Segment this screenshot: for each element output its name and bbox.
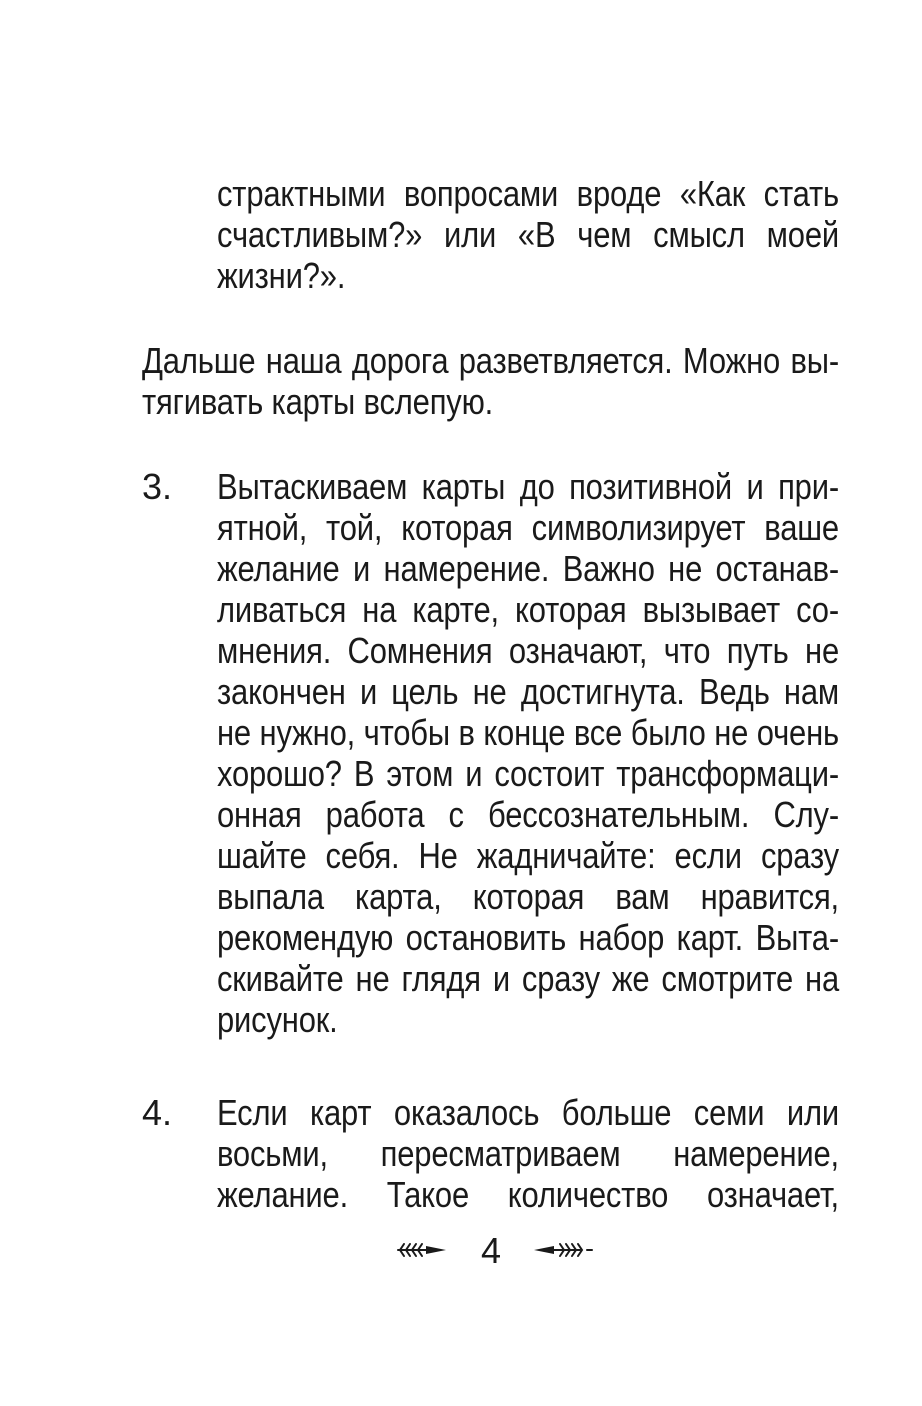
text-line: страктными вопросами вроде «Как стать [217, 173, 839, 214]
text-line: онная работа с бессознательным. Слу- [217, 794, 839, 835]
text-line: Если карт оказалось больше семи или [217, 1092, 839, 1133]
page-number: 4 [481, 1230, 502, 1271]
text-line: хорошо? В этом и состоит трансформаци- [217, 753, 839, 794]
text-line: скивайте не глядя и сразу же смотрите на [217, 958, 839, 999]
page-footer [0, 1226, 922, 1278]
text-line: тягивать карты вслепую. [142, 381, 494, 422]
text-line: мнения. Сомнения означают, что путь не [217, 630, 839, 671]
list-number: 4. [142, 1092, 173, 1133]
text-line: Вытаскиваем карты до позитивной и при- [217, 466, 839, 507]
text-line: не нужно, чтобы в конце все было не очень [217, 712, 839, 753]
text-line: шайте себя. Не жадничайте: если сразу [217, 835, 839, 876]
text-line: Дальше наша дорога разветвляется. Можно вы- [142, 340, 839, 381]
arrow-fletching-left-icon [396, 1240, 448, 1260]
text-line: желание. Такое количество означает, [217, 1174, 839, 1215]
text-line: счастливым?» или «В чем смысл моей [217, 214, 839, 255]
text-line: жизни?». [217, 255, 346, 296]
text-line: выпала карта, которая вам нравится, [217, 876, 839, 917]
text-line: ливаться на карте, которая вызывает со- [217, 589, 839, 630]
text-line: рекомендую остановить набор карт. Выта- [217, 917, 839, 958]
text-line: восьми, пересматриваем намерение, [217, 1133, 839, 1174]
text-line: ятной, той, которая символизирует ваше [217, 507, 839, 548]
text-line: желание и намерение. Важно не останав- [217, 548, 839, 589]
arrow-fletching-right-icon [532, 1240, 594, 1260]
list-number: 3. [142, 466, 173, 507]
text-line: рисунок. [217, 999, 338, 1040]
text-line: закончен и цель не достигнута. Ведь нам [217, 671, 839, 712]
